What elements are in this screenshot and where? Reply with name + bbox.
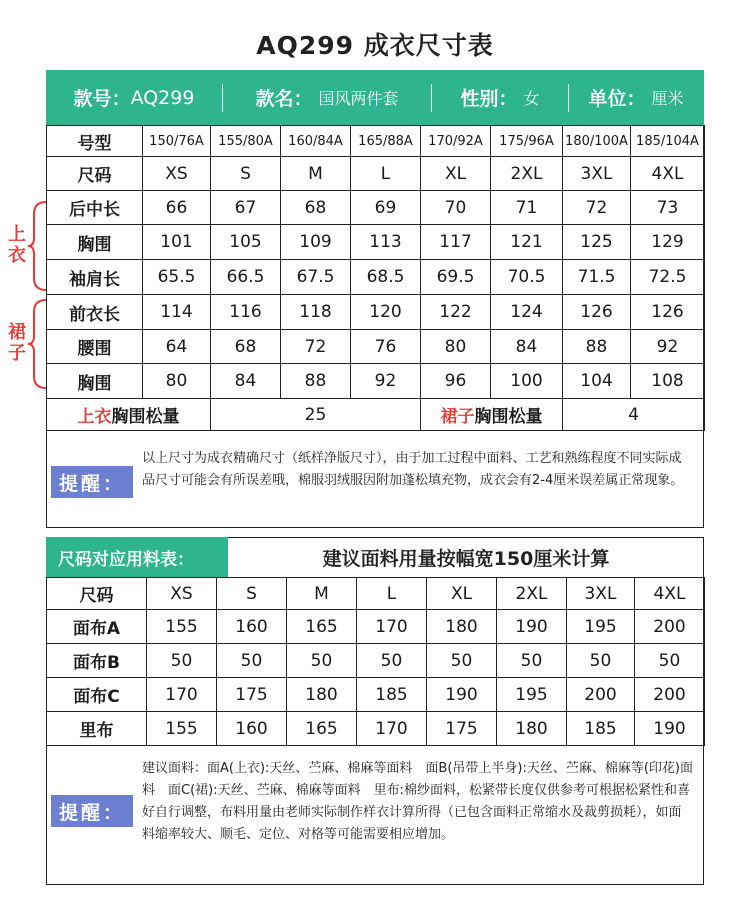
table-cell: 200 <box>635 610 705 644</box>
size-table <box>46 125 705 431</box>
info-separator <box>222 84 223 112</box>
table-cell: S <box>217 578 287 610</box>
table-cell: 80 <box>421 330 491 364</box>
table-cell: 50 <box>427 644 497 678</box>
table-cell: 165/88A <box>351 126 421 157</box>
table-cell: 121 <box>491 225 563 260</box>
table-cell: 92 <box>351 364 421 399</box>
table-cell: XL <box>427 578 497 610</box>
table-row <box>47 712 705 746</box>
row-label: 前衣长 <box>47 295 143 330</box>
table-cell: 200 <box>567 678 635 712</box>
table-cell: 69 <box>351 191 421 225</box>
unit-cell <box>569 70 703 125</box>
table-cell: 71.5 <box>563 260 631 295</box>
skirt-brace <box>26 298 48 390</box>
table-cell: 92 <box>631 330 705 364</box>
table-cell: 180 <box>427 610 497 644</box>
table-cell: 126 <box>563 295 631 330</box>
table-cell: 84 <box>211 364 281 399</box>
table-cell: 68.5 <box>351 260 421 295</box>
row-label: 尺码 <box>47 157 143 191</box>
fabric-heading: 建议面料用量按幅宽150厘米计算 <box>322 548 610 570</box>
gender-cell <box>432 70 568 125</box>
table-cell: 80 <box>143 364 211 399</box>
gender-label: 性别： <box>460 88 518 110</box>
top-ease-text: 胸围松量 <box>111 407 180 427</box>
table-cell: 4XL <box>631 157 705 191</box>
table-cell: 120 <box>351 295 421 330</box>
unit-label: 单位： <box>588 88 646 110</box>
table-cell: 88 <box>281 364 351 399</box>
table-cell: 67 <box>211 191 281 225</box>
table-cell: 175/96A <box>491 126 563 157</box>
table-cell: 50 <box>635 644 705 678</box>
style-name-value: 国风两件套 <box>318 89 399 108</box>
table-row <box>47 644 705 678</box>
table-cell: 180/100A <box>563 126 631 157</box>
table-row <box>47 610 705 644</box>
table-row <box>47 157 705 191</box>
side-label-top: 上 衣 <box>8 224 26 266</box>
style-name-cell <box>223 70 431 125</box>
table-cell: 72 <box>281 330 351 364</box>
table-cell: 185 <box>357 678 427 712</box>
table-cell: 109 <box>281 225 351 260</box>
table-cell: 160 <box>217 610 287 644</box>
table-cell: 2XL <box>491 157 563 191</box>
table-row <box>47 191 705 225</box>
table-cell: 50 <box>497 644 567 678</box>
table-cell: M <box>287 578 357 610</box>
table-cell: 50 <box>357 644 427 678</box>
table-cell: 129 <box>631 225 705 260</box>
table-cell: 165 <box>287 712 357 746</box>
table-cell: 200 <box>635 678 705 712</box>
table-row <box>47 330 705 364</box>
table-cell: 195 <box>567 610 635 644</box>
info-band <box>46 70 704 125</box>
row-label: 面布C <box>47 678 147 712</box>
table-cell: 116 <box>211 295 281 330</box>
table-cell: 66 <box>143 191 211 225</box>
table-cell: 170 <box>357 712 427 746</box>
table-cell: 100 <box>491 364 563 399</box>
table-cell: 2XL <box>497 578 567 610</box>
table-cell: 68 <box>211 330 281 364</box>
table-cell: L <box>357 578 427 610</box>
row-label: 胸围 <box>47 225 143 260</box>
style-no-value: AQ299 <box>130 86 195 109</box>
fabric-section-label: 尺码对应用料表： <box>46 537 228 577</box>
table-row <box>47 364 705 399</box>
info-separator <box>431 84 432 112</box>
style-no-label: 款号： <box>73 88 131 110</box>
reminder-badge-2: 提醒： <box>51 795 133 827</box>
table-cell: 165 <box>287 610 357 644</box>
top-brace <box>26 200 48 292</box>
table-cell: 190 <box>635 712 705 746</box>
fabric-table <box>46 577 705 746</box>
ease-row <box>47 399 705 431</box>
table-cell: 124 <box>491 295 563 330</box>
top-ease-label <box>47 399 211 431</box>
table-cell: 126 <box>631 295 705 330</box>
skirt-ease-highlight: 裙子 <box>440 407 475 427</box>
table-cell: 3XL <box>563 157 631 191</box>
skirt-ease-text: 胸围松量 <box>474 407 543 427</box>
row-label: 面布B <box>47 644 147 678</box>
table-cell: 155 <box>147 712 217 746</box>
table-cell: 160 <box>217 712 287 746</box>
table-cell: 101 <box>143 225 211 260</box>
table-cell: 180 <box>497 712 567 746</box>
table-cell: 73 <box>631 191 705 225</box>
table-cell: 88 <box>563 330 631 364</box>
table-cell: 155/80A <box>211 126 281 157</box>
table-cell: 68 <box>281 191 351 225</box>
table-cell: 122 <box>421 295 491 330</box>
table-cell: 180 <box>287 678 357 712</box>
table-cell: 117 <box>421 225 491 260</box>
style-no-cell <box>46 70 222 125</box>
table-cell: 50 <box>147 644 217 678</box>
table-cell: 185/104A <box>631 126 705 157</box>
table-row <box>47 578 705 610</box>
table-cell: XL <box>421 157 491 191</box>
table-cell: 175 <box>217 678 287 712</box>
table-cell: 72.5 <box>631 260 705 295</box>
table-cell: 50 <box>567 644 635 678</box>
info-separator <box>568 84 569 112</box>
table-cell: 96 <box>421 364 491 399</box>
table-cell: 71 <box>491 191 563 225</box>
table-cell: 4XL <box>635 578 705 610</box>
table-cell: 113 <box>351 225 421 260</box>
table-cell: XS <box>147 578 217 610</box>
table-cell: 76 <box>351 330 421 364</box>
table-cell: 72 <box>563 191 631 225</box>
table-cell: 104 <box>563 364 631 399</box>
table-cell: 3XL <box>567 578 635 610</box>
skirt-ease-label <box>421 399 563 431</box>
table-cell: 70 <box>421 191 491 225</box>
table-cell: 67.5 <box>281 260 351 295</box>
unit-value: 厘米 <box>651 89 684 108</box>
table-cell: 190 <box>427 678 497 712</box>
table-cell: 185 <box>567 712 635 746</box>
table-cell: 65.5 <box>143 260 211 295</box>
table-cell: 170 <box>357 610 427 644</box>
reminder-badge: 提醒： <box>51 466 133 498</box>
table-row <box>47 295 705 330</box>
table-cell: 66.5 <box>211 260 281 295</box>
reminder-text-2: 建议面料：面A(上衣):天丝、苎麻、棉麻等面料 面B(吊带上半身):天丝、苎麻、棉麻等(印花)面料 面C(裙):天丝、苎麻、棉麻等面料 里布:棉纱面料，松紧带长度仅供参考可根据松紧性和喜好自行调整，布料用量由老师实际制作样衣计算所得（已包含面料正常缩水及裁剪损耗），如面料缩率较大、顺毛、定位、对格等可能需要相应增加。 <box>142 761 694 842</box>
reminder-text: 以上尺寸为成衣精确尺寸（纸样净版尺寸），由于加工过程中面料、工艺和熟练程度不同实际成品尺寸可能会有所误差哦，棉服羽绒服因附加蓬松填充物，成衣会有2-4厘米误差属正常现象。 <box>142 451 684 488</box>
table-cell: 70.5 <box>491 260 563 295</box>
table-cell: 190 <box>497 610 567 644</box>
table-cell: M <box>281 157 351 191</box>
row-label: 腰围 <box>47 330 143 364</box>
table-cell: 105 <box>211 225 281 260</box>
table-cell: S <box>211 157 281 191</box>
table-cell: L <box>351 157 421 191</box>
row-label: 胸围 <box>47 364 143 399</box>
row-label: 后中长 <box>47 191 143 225</box>
gender-value: 女 <box>523 89 540 108</box>
table-cell: 195 <box>497 678 567 712</box>
page-title: AQ299 成衣尺寸表 <box>256 31 494 60</box>
table-row <box>47 126 705 157</box>
table-cell: 114 <box>143 295 211 330</box>
table-cell: 155 <box>147 610 217 644</box>
table-cell: 125 <box>563 225 631 260</box>
table-row <box>47 678 705 712</box>
table-cell: 50 <box>217 644 287 678</box>
table-cell: 64 <box>143 330 211 364</box>
table-cell: 69.5 <box>421 260 491 295</box>
top-ease-value: 25 <box>211 399 421 431</box>
side-label-skirt: 裙 子 <box>8 322 26 364</box>
row-label: 面布A <box>47 610 147 644</box>
table-cell: 108 <box>631 364 705 399</box>
table-cell: 160/84A <box>281 126 351 157</box>
table-cell: 150/76A <box>143 126 211 157</box>
table-cell: 170/92A <box>421 126 491 157</box>
table-cell: 170 <box>147 678 217 712</box>
table-cell: 50 <box>287 644 357 678</box>
top-ease-highlight: 上衣 <box>77 407 112 427</box>
table-cell: 118 <box>281 295 351 330</box>
table-row <box>47 260 705 295</box>
table-cell: XS <box>143 157 211 191</box>
table-cell: 84 <box>491 330 563 364</box>
table-cell: 175 <box>427 712 497 746</box>
row-label: 号型 <box>47 126 143 157</box>
row-label: 袖肩长 <box>47 260 143 295</box>
style-name-label: 款名： <box>255 88 313 110</box>
row-label: 尺码 <box>47 578 147 610</box>
skirt-ease-value: 4 <box>563 399 705 431</box>
table-row <box>47 225 705 260</box>
row-label: 里布 <box>47 712 147 746</box>
